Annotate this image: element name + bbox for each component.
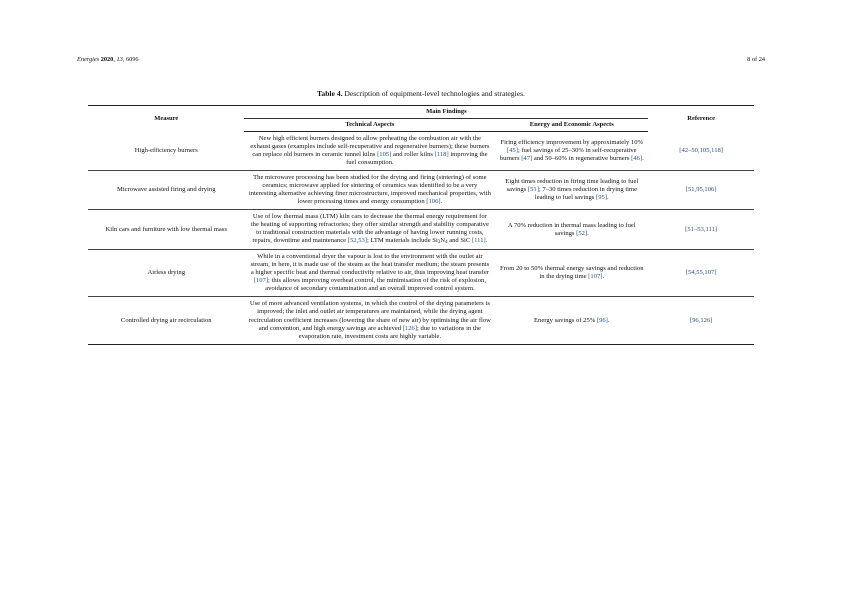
cell-text: and 50–60% in regenerative burners (532, 154, 632, 162)
article-number: 6096 (125, 56, 139, 63)
header-main-findings: Main Findings (244, 106, 648, 119)
table-caption-label: Table 4. (317, 89, 343, 98)
table-caption (0, 89, 842, 98)
citation-link[interactable]: [111] (471, 237, 486, 245)
cell-measure: Controlled drying air recirculation (88, 297, 244, 344)
cell-text: New high efficient burners designed to allow preheating the combustion air with the exhaust gases (examples include self-recuperative and regenerative burners); these burners can replace old burners in ceramic tunnel kilns (250, 134, 490, 158)
table-row (88, 210, 754, 250)
cell-reference[interactable]: [96,126] (648, 297, 754, 344)
header-reference: Reference (648, 106, 754, 132)
cell-reference[interactable]: [54,55,107] (648, 250, 754, 297)
cell-economic (495, 250, 648, 297)
cell-text: . (485, 237, 488, 245)
table-row (88, 170, 754, 209)
cell-text: ; fuel savings of 25–30% in self-recuperative burners (499, 146, 637, 162)
cell-text: Energy savings of 25% (534, 316, 597, 324)
cell-measure: Kiln cars and furniture with low thermal mass (88, 210, 244, 250)
cell-measure: Microwave assisted firing and drying (88, 170, 244, 209)
cell-text: Use of more advanced ventilation systems, in which the control of the drying parameters is improved; the inlet and outlet air temperatures are maintained, while the drying agent recirculation coefficient increases (lowering the share of new air) by optimising the air flow and convention, and high energy savings are achieved (248, 300, 491, 332)
cell-technical (244, 297, 495, 344)
cell-text: . (440, 198, 443, 206)
cell-text: A 70% reduction in thermal mass leading to fuel savings (507, 221, 636, 237)
citation-link[interactable]: [51] (527, 186, 539, 194)
technologies-table (88, 105, 754, 345)
running-header-citation: Energies 2020, 13, 6096 (77, 56, 139, 63)
table-caption-text: Description of equipment-level technologies and strategies. (344, 89, 525, 98)
header-technical-aspects: Technical Aspects (244, 119, 495, 131)
citation-link[interactable]: [107] (253, 277, 269, 285)
cell-text: . (602, 273, 605, 281)
table-body (88, 131, 754, 344)
cell-reference[interactable]: [51,95,106] (648, 170, 754, 209)
citation-link[interactable]: [118] (434, 150, 449, 158)
cell-text: Firing efficiency improvement by approximately 10% (500, 138, 644, 146)
page-number: 8 of 24 (747, 56, 765, 63)
subscript: 3 (437, 240, 441, 246)
cell-technical (244, 250, 495, 297)
cell-text: improving the fuel consumption. (346, 150, 488, 166)
journal-volume: 13 (116, 56, 123, 63)
table-row (88, 250, 754, 297)
table-row (88, 297, 754, 344)
citation-link[interactable]: [95] (596, 194, 608, 202)
citation-link[interactable]: [106] (426, 198, 441, 206)
cell-text: The microwave processing has been studied for the drying and firing (sintering) of some ceramics; microwave applied for sintering of ceramics was identified to be a very interesting alternative achieving finer microstructure, improved mechanical properties, with lower processing times and energy consumption (248, 173, 491, 206)
cell-text: and roller kilns (391, 150, 435, 158)
cell-text: From 20 to 50% thermal energy savings and reduction in the drying time (500, 265, 644, 281)
citation-link[interactable]: [52] (576, 229, 588, 237)
citation-link[interactable]: [105] (377, 150, 392, 158)
cell-text: and SiC (447, 237, 472, 245)
header-measure: Measure (88, 106, 244, 132)
cell-text: . (607, 316, 610, 324)
cell-technical (244, 210, 495, 250)
citation-link[interactable]: [96] (596, 316, 608, 324)
cell-economic (495, 170, 648, 209)
citation-link[interactable]: [52,53] (347, 237, 367, 245)
cell-reference[interactable]: [42–50,105,118] (648, 131, 754, 170)
cell-text: Use of low thermal mass (LTM) kiln cars to decrease the thermal energy requirement for the heating of supporting refractories; they offer similar strength and stability comparative to traditional construction materials with the advantage of having lower running costs, repairs, downtime and maintenance (250, 213, 489, 245)
cell-economic (495, 297, 648, 344)
citation-link[interactable]: [126] (402, 324, 418, 332)
citation-link[interactable]: [45] (506, 146, 518, 154)
subscript: 4 (445, 240, 448, 246)
cell-technical (244, 131, 495, 170)
cell-economic (495, 210, 648, 250)
cell-reference[interactable]: [51–53,111] (648, 210, 754, 250)
journal-name: Energies (77, 56, 100, 63)
cell-measure: High-efficiency burners (88, 131, 244, 170)
cell-text: While in a conventional dryer the vapour is lost to the environment with the outlet air stream, in here, it is made use of the steam as the heat transfer medium; the steam presents a higher specific heat and thermal conductivity relative to air, thus improving heat transfer (250, 253, 490, 277)
cell-text: N (440, 237, 446, 245)
header-economic-aspects: Energy and Economic Aspects (495, 119, 648, 131)
cell-text: . (607, 194, 609, 202)
cell-technical (244, 170, 495, 209)
cell-text: ; due to variations in the evaporation rate, investment costs are highly variable. (298, 324, 481, 340)
citation-link[interactable]: [46] (631, 154, 643, 162)
cell-text: ; LTM materials include Si (366, 237, 438, 245)
journal-year: 2020 (100, 56, 114, 63)
cell-text: ; 7–30 times reduction in drying time leading to fuel savings (534, 186, 638, 202)
table-row (88, 131, 754, 170)
cell-measure: Airless drying (88, 250, 244, 297)
cell-text: . (587, 229, 589, 237)
cell-economic (495, 131, 648, 170)
cell-text: . (642, 154, 644, 162)
citation-link[interactable]: [47] (521, 154, 533, 162)
cell-text: Eight times reduction in firing time leading to fuel savings (505, 177, 639, 194)
cell-text: ; this allows improving overheat control, the minimisation of the risk of explosion, avoidance of secondary contamination and an overall improved control system. (265, 277, 486, 293)
citation-link[interactable]: [107] (588, 273, 603, 281)
